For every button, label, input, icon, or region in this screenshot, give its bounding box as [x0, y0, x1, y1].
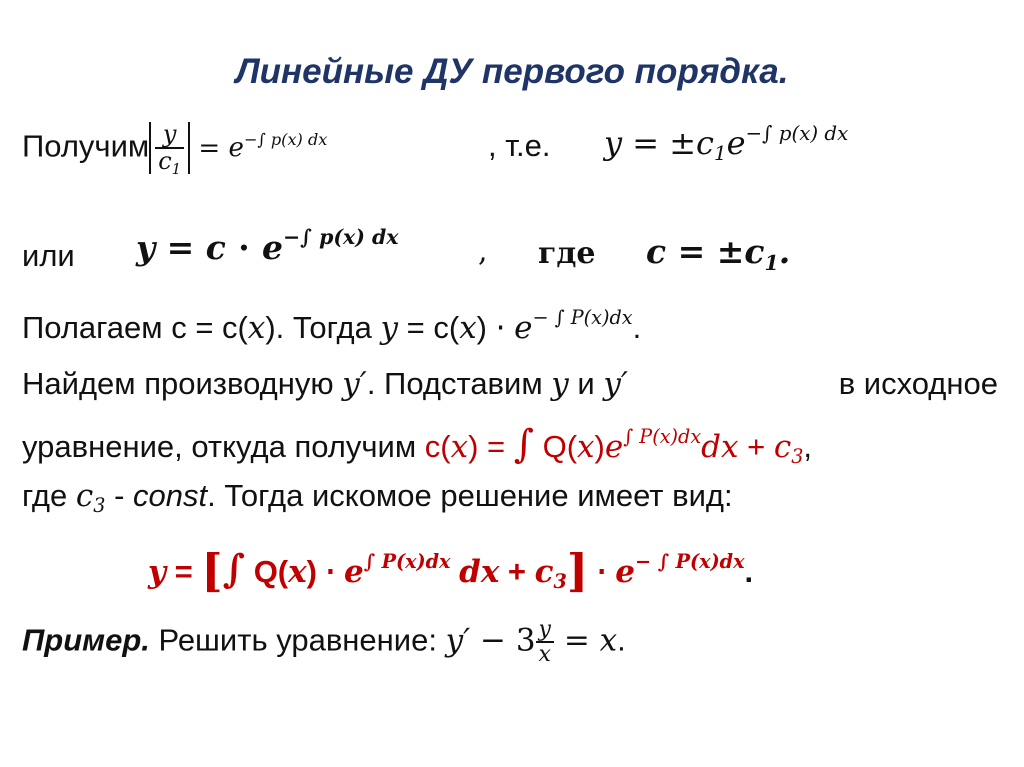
line-5: уравнение, откуда получим с(x) = ∫ $Q(x)e^{\int P(x)dx}dx + c3$, [22, 422, 813, 469]
line6-text2: - [105, 478, 134, 513]
line2-label: или [22, 238, 75, 273]
line2-gde: где [538, 236, 596, 271]
line3-text1: Полагаем с = с( [22, 310, 248, 345]
line3-text2: ). Тогда [265, 310, 381, 345]
line6-text3: . Тогда искомое решение имеет вид: [207, 478, 733, 513]
line5-text1: уравнение, откуда получим [22, 429, 425, 464]
line5-red1: с( [424, 429, 451, 464]
line4-text1: Найдем производную [22, 366, 343, 401]
line-3: Полагаем с = с(x). Тогда $y = с(x) \cdot e^{- \int P(x)dx}$. [22, 306, 642, 346]
abs-fraction: $\frac{y}{c1}$ [149, 122, 190, 174]
formula-y-pm-c1: $y = \pm c1e^{-\int p(x) dx}$ [604, 121, 849, 166]
example-line: Пример. Решить уравнение: y′ − 3 $\frac{y}{x}$ = x. [22, 617, 626, 668]
line4-text4: в исходное [838, 366, 998, 401]
line4-text3: и [568, 366, 604, 401]
example-label: Пример. [22, 622, 150, 658]
line1-label: Получим [22, 128, 150, 164]
final-solution-formula: y = [∫ $Q(x) \cdot e^{\int P(x)dx}$ dx + $c3] \cdot e^{- \int P(x)dx}$. [148, 543, 754, 597]
line2-comma: , [478, 234, 488, 269]
line-6: где c3 - const. Тогда искомое решение имеет вид: [22, 478, 733, 518]
line1-te: , т.е. [488, 128, 551, 163]
line5-red4: ) [594, 429, 605, 464]
line6-text1: где [22, 478, 76, 513]
line3-text3: = с( [398, 310, 460, 345]
line5-plus: + [738, 429, 774, 464]
example-text: Решить уравнение: [149, 622, 446, 658]
line5-red2: ) = [468, 429, 514, 464]
line4-text2: . Подставим [366, 366, 552, 401]
formula-c-pm-c1: c = ±c1. [646, 232, 791, 275]
line3-text4: ) ⋅ [476, 310, 515, 345]
line-4: Найдем производную y′. Подставим y и y′ в исходное [22, 366, 998, 402]
line5-red3: Q( [542, 429, 578, 464]
formula-y-c-exp: $y = c \cdot e^{-\int p(x) dx}$ [136, 225, 399, 267]
slide-title: Линейные ДУ первого порядка. [235, 52, 789, 91]
line-1: Получим $\frac{y}{c1}$ = $e^{-\int p(x) dx}$ [22, 120, 328, 178]
line6-const: const [133, 478, 208, 513]
